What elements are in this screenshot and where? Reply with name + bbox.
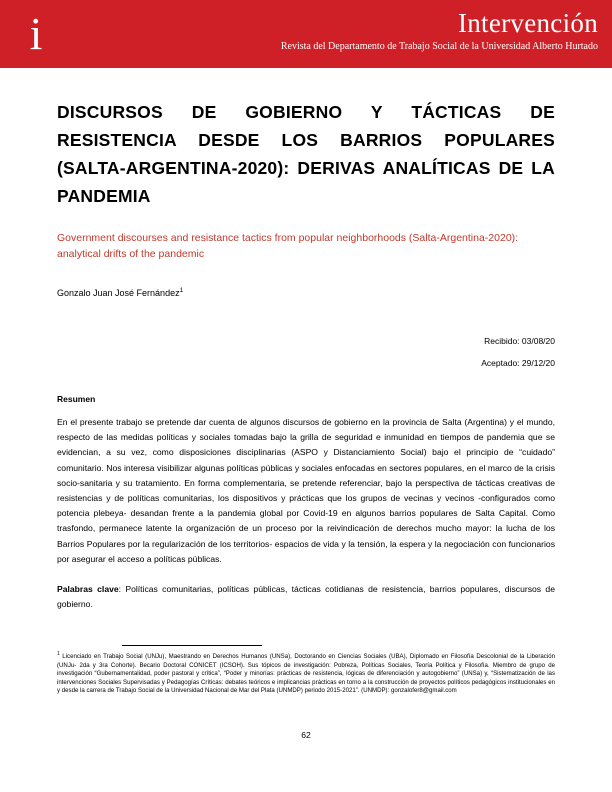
author-line (57, 284, 555, 300)
keywords-text: : Políticas comunitarias, políticas públicas, tácticas cotidianas de resistencia, barrios populares, discursos de gobierno. (57, 584, 555, 610)
author-footnote-marker: 1 (179, 287, 184, 294)
abstract-heading: Resumen (57, 394, 96, 404)
footnote-marker: 1 (57, 651, 60, 657)
page-title-line: (SALTA-ARGENTINA-2020): DERIVAS ANALÍTICAS DE LA (57, 158, 555, 178)
footnote-text (57, 650, 555, 696)
abstract-text: En el presente trabajo se pretende dar cuenta de algunos discursos de gobierno en la provincia de Salta (Argentina) y el mundo, respecto de las medidas políticas y sociales tomadas bajo la grilla de seguridad e inmunidad en tiempos de pandemia que se evidencian, a su vez, como disposiciones disciplinarias (ASPO y Distanciamiento Social) bajo el principio de “cuidado” comunitario. Nos interesa visibilizar algunas políticas públicas y sociales enfocadas en sectores populares, en el marco de la crisis socio-sanitaria y su tratamiento. En forma complementaria, se pretende referenciar, bajo la perspectiva de tácticas creativas de resistencias y de políticas comunitarias, los dispositivos y prácticas que los grupos de vecinas y vecinos -configurados como potencia plebeya- desandan frente a la pandemia global por Covid-19 en algunos barrios populares de Salta Capital. Como trasfondo, permanece latente la organización de un proceso por la reivindicación de derechos mucho mayor: la lucha de los Barrios Populares por la regularización de los territorios- espacios de vida y la tensión, la espera y la negociación con funcionarios por asegurar el acceso a políticas públicas. (57, 417, 555, 564)
journal-header-banner (0, 0, 612, 68)
page-title-line: RESISTENCIA DESDE LOS BARRIOS POPULARES (57, 130, 555, 150)
page-number: 62 (301, 730, 311, 740)
page-title-line: DISCURSOS DE GOBIERNO Y TÁCTICAS DE (57, 102, 555, 122)
journal-logo-icon: i (29, 8, 43, 59)
page-title-line: PANDEMIA (57, 186, 151, 206)
journal-subtitle: Revista del Departamento de Trabajo Social de la Universidad Alberto Hurtado (280, 41, 598, 52)
journal-title: Intervención (457, 8, 598, 38)
received-date: Recibido: 03/08/20 (484, 336, 555, 346)
footnote-separator (122, 645, 262, 646)
keywords-label: Palabras clave (57, 584, 119, 595)
page-title (57, 98, 555, 210)
submission-dates (57, 330, 555, 374)
footnote-body: Licenciado en Trabajo Social (UNJu), Maestrando en Derechos Humanos (UNSa), Doctorando en Ciencias Sociales (UBA), Diplomado en Filosofía Descolonial de la Liberación (UNJu- 2da y 3ra Cohorte). Becario Doctoral CONICET (ICSOH). Sus tópicos de investigación: Pobreza, Políticas Sociales, Teoría Política y Filosofía. Miembro de grupo de investigación “Gubernamentalidad, poder pastoral y crítica”, “Poder y minorías: prácticas de resistencia, lógicas de diferenciación y autogobierno” (UNSa) y, “Sistematización de las intervenciones Sociales Supervisadas y Pedagogías Críticas: debates teóricos e implicancias prácticas en torno a la construcción de proyectos políticos pedagógicos institucionales en y desde la carrera de Trabajo Social de la Universidad Nacional de Mar del Plata (UNMDP) periodo 2015-2021”. (UNMDP): gonzalofer8@gmail.com (57, 653, 555, 695)
article-subtitle: Government discourses and resistance tactics from popular neighborhoods (Salta-Argentina-2020): analytical drifts of the pandemic (57, 232, 519, 260)
author-name: Gonzalo Juan José Fernández (57, 288, 180, 298)
article-body (57, 98, 555, 612)
accepted-date: Aceptado: 29/12/20 (481, 358, 555, 368)
keywords-block (57, 582, 555, 612)
